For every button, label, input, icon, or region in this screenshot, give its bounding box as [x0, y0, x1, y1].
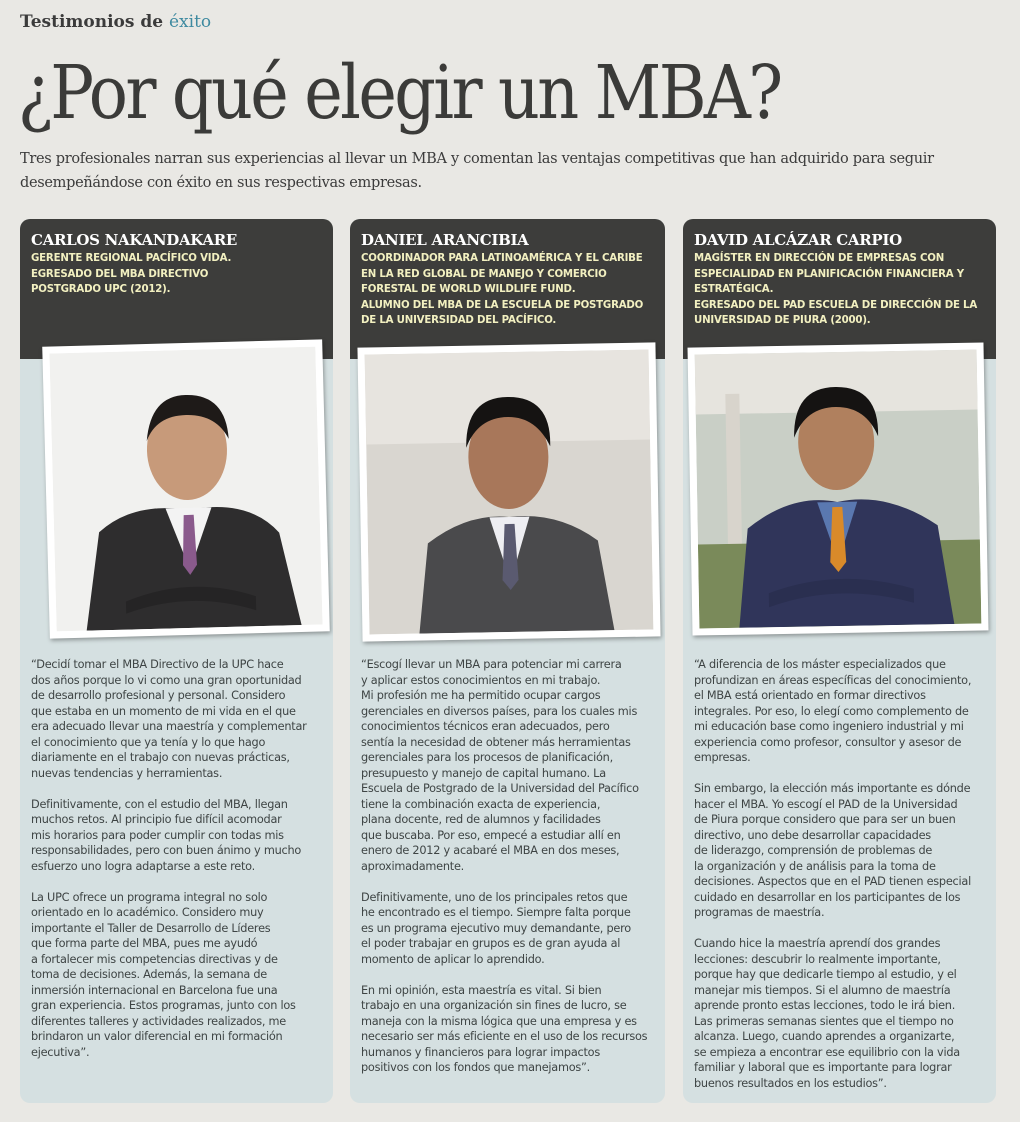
testimonial-paragraph: Definitivamente, con el estudio del MBA, llegan muchos retos. Al principio fue difícil acomodar mis horarios para poder cumplir con todas mis responsabilidades, pero con buen ánimo y mucho esfuerzo uno logra adaptarse a este reto.	[31, 797, 302, 873]
testimonial-header	[350, 219, 665, 359]
testimonial-paragraph: Definitivamente, uno de los principales retos que he encontrado es el tiempo. Siempre falta porque es un programa ejecutivo muy demandante, pero el poder trabajar en grupos es de gran ayuda al momento de aplicar lo aprendido.	[361, 890, 631, 966]
testimonial-body	[694, 657, 986, 1103]
page-title: ¿Por qué elegir un MBA?	[18, 50, 781, 136]
intro-text: Tres profesionales narran sus experiencias al llevar un MBA y comentan las ventajas competitivas que han adquirido para seguir desempeñándose con éxito en sus respectivas empresas.	[20, 151, 934, 191]
person-name: DAVID ALCÁZAR CARPIO	[694, 231, 902, 249]
person-role: GERENTE REGIONAL PACÍFICO VIDA. EGRESADO DEL MBA DIRECTIVO POSTGRADO UPC (2012).	[31, 253, 232, 295]
testimonial-paragraph: Sin embargo, la elección más importante es dónde hacer el MBA. Yo escogí el PAD de la Universidad de Piura porque considero que para ser un buen directivo, uno debe desarrollar capacidades de liderazgo, comprensión de problemas de la organización y de análisis para la toma de decisiones. Aspectos que en el PAD tienen especial cuidado en desarrollar en los participantes de los programas de maestría.	[694, 782, 971, 919]
testimonial-card-david	[683, 219, 996, 1103]
section-label-accent: éxito	[169, 12, 212, 32]
testimonial-paragraph: Cuando hice la maestría aprendí dos grandes lecciones: descubrir lo realmente importante, porque hay que dedicarle tiempo al estudio, y el manejar mis tiempos. Si el alumno de maestría aprende pronto estas lecciones, todo le irá bien. Las primeras semanas sientes que el tiempo no alcanza. Luego, cuando aprendes a organizarte, se empieza a encontrar ese equilibrio con la vida familiar y laboral que es importante para lograr buenos resultados en los estudios”.	[694, 937, 960, 1090]
testimonial-paragraph: La UPC ofrece un programa integral no solo orientado en lo académico. Considero muy importante el Taller de Desarrollo de Líderes que forma parte del MBA, pues me ayudó a fortalecer mis competencias directivas y de toma de decisiones. Además, la semana de inmersión internacional en Barcelona fue una gran experiencia. Estos programas, junto con los diferentes talleres y actividades realizados, me brindaron un valor diferencial en mi formación ejecutiva”.	[31, 890, 296, 1059]
testimonial-header	[683, 219, 996, 359]
testimonial-card-carlos	[20, 219, 333, 1103]
testimonial-paragraph: “Decidí tomar el MBA Directivo de la UPC hace dos años porque lo vi como una gran oportunidad de desarrollo profesional y personal. Considero que estaba en un momento de mi vida en el que era adecuado llevar una maestría y complementar el conocimiento que ya tenía y lo que hago diariamente en el trabajo con nuevas prácticas, nuevas tendencias y herramientas.	[31, 658, 307, 780]
testimonial-paragraph: “A diferencia de los máster especializados que profundizan en áreas específicas del conocimiento, el MBA está orientado en formar directivos integrales. Por eso, lo elegí como complemento de mi educación base como ingeniero industrial y mi experiencia como profesor, consultor y asesor de empresas.	[694, 658, 972, 764]
person-photo	[357, 342, 660, 641]
testimonial-paragraph: En mi opinión, esta maestría es vital. Si bien trabajo en una organización sin fines de lucro, se maneja con la misma lógica que una empresa y es necesario ser más eficiente en el uso de los recursos humanos y financieros para lograr impactos positivos con los fondos que manejamos”.	[361, 983, 648, 1074]
person-photo	[42, 339, 330, 638]
section-label-text: Testimonios de	[20, 12, 164, 32]
person-photo	[688, 342, 989, 635]
testimonial-paragraph: “Escogí llevar un MBA para potenciar mi carrera y aplicar estos conocimientos en mi trabajo. Mi profesión me ha permitido ocupar cargos gerenciales en diversos países, para los cuales mis conocimientos técnicos eran adecuados, pero sentía la necesidad de obtener más herramientas gerenciales para los procesos de planificación, presupuesto y manejo de capital humano. La Escuela de Postgrado de la Universidad del Pacífico tiene la combinación exacta de experiencia, plana docente, red de alumnos y facilidades que buscaba. Por eso, empecé a estudiar allí en enero de 2012 y acabaré el MBA en dos meses, aproximadamente.	[361, 658, 639, 873]
testimonial-body	[361, 657, 655, 1091]
section-label	[20, 12, 211, 32]
person-name: CARLOS NAKANDAKARE	[31, 231, 238, 249]
testimonial-header	[20, 219, 333, 359]
person-role: MAGÍSTER EN DIRECCIÓN DE EMPRESAS CON ESPECIALIDAD EN PLANIFICACIÓN FINANCIERA Y ESTRATÉGICA. EGRESADO DEL PAD ESCUELA DE DIRECCIÓN DE LA UNIVERSIDAD DE PIURA (2000).	[694, 253, 978, 326]
testimonial-body	[31, 657, 323, 1076]
person-role: COORDINADOR PARA LATINOAMÉRICA Y EL CARIBE EN LA RED GLOBAL DE MANEJO Y COMERCIO FORESTAL DE WORLD WILDLIFE FUND. ALUMNO DEL MBA DE LA ESCUELA DE POSTGRADO DE LA UNIVERSIDAD DEL PACÍFICO.	[361, 253, 644, 326]
testimonial-card-daniel	[350, 219, 665, 1103]
person-name: DANIEL ARANCIBIA	[361, 231, 529, 249]
